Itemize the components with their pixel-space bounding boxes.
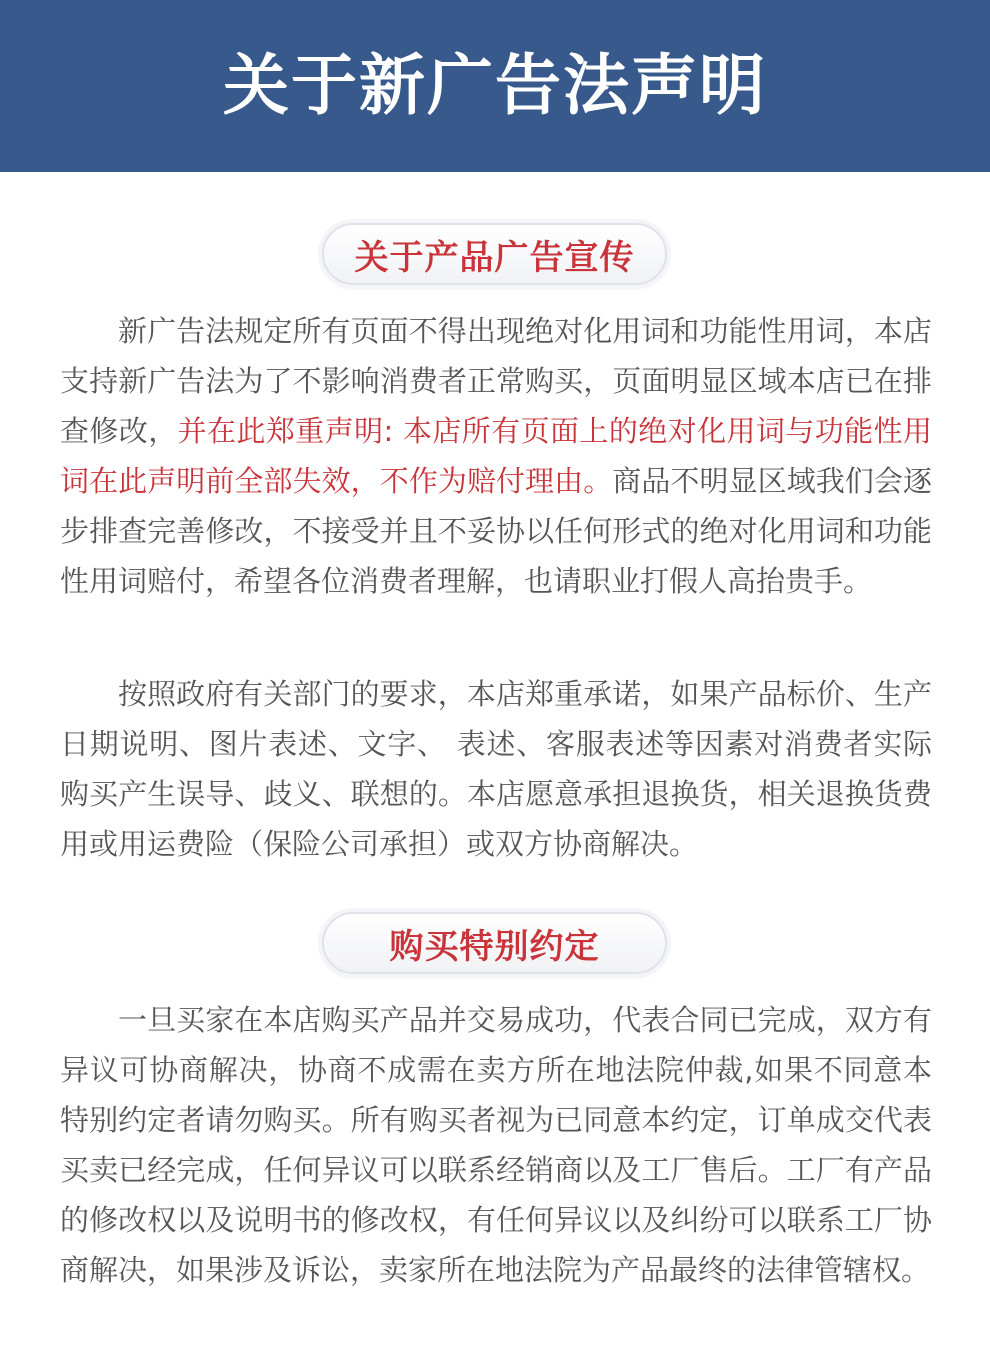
highlighted-declaration: 并在此郑重声明: 本店所有页面上的绝对化用词与功能性用词在此声明前全部失效，不作为赔付理由。 xyxy=(60,414,932,498)
header-banner xyxy=(0,0,990,172)
section-heading-label: 关于产品广告宣传 xyxy=(354,237,635,278)
paragraph-text: 商品不明显区域我们会逐步排查完善修改，不接受并且不妥协以任何形式的绝对化用词和功能性用词赔付，希望各位消费者理解，也请职业打假人高抬贵手。 xyxy=(60,464,932,598)
page-title: 关于新广告法声明 xyxy=(223,47,767,124)
paragraph-return-promise: 按照政府有关部门的要求，本店郑重承诺，如果产品标价、生产日期说明、图片表述、文字、 表述、客服表述等因素对消费者实际购买产生误导、歧义、联想的。本店愿意承担退换货，相关退换货费用或用运费险（保险公司承担）或双方协商解决。 xyxy=(60,677,932,861)
section-heading-label: 购买特别约定 xyxy=(389,926,600,967)
paragraph-text: 新广告法规定所有页面不得出现绝对化用词和功能性用词，本店支持新广告法为了不影响消费者正常购买，页面明显区域本店已在排查修改， xyxy=(60,314,932,448)
paragraph-ad-law xyxy=(60,306,932,606)
section-heading-ad-promotion xyxy=(322,223,667,285)
section-heading-special-agreement xyxy=(322,912,667,974)
paragraph-purchase-agreement: 一旦买家在本店购买产品并交易成功，代表合同已完成，双方有异议可协商解决，协商不成需在卖方所在地法院仲裁,如果不同意本特别约定者请勿购买。所有购买者视为已同意本约定，订单成交代表买卖已经完成，任何异议可以联系经销商以及工厂售后。工厂有产品的修改权以及说明书的修改权，有任何异议以及纠纷可以联系工厂协商解决，如果涉及诉讼，卖家所在地法院为产品最终的法律管辖权。 xyxy=(60,1003,932,1287)
